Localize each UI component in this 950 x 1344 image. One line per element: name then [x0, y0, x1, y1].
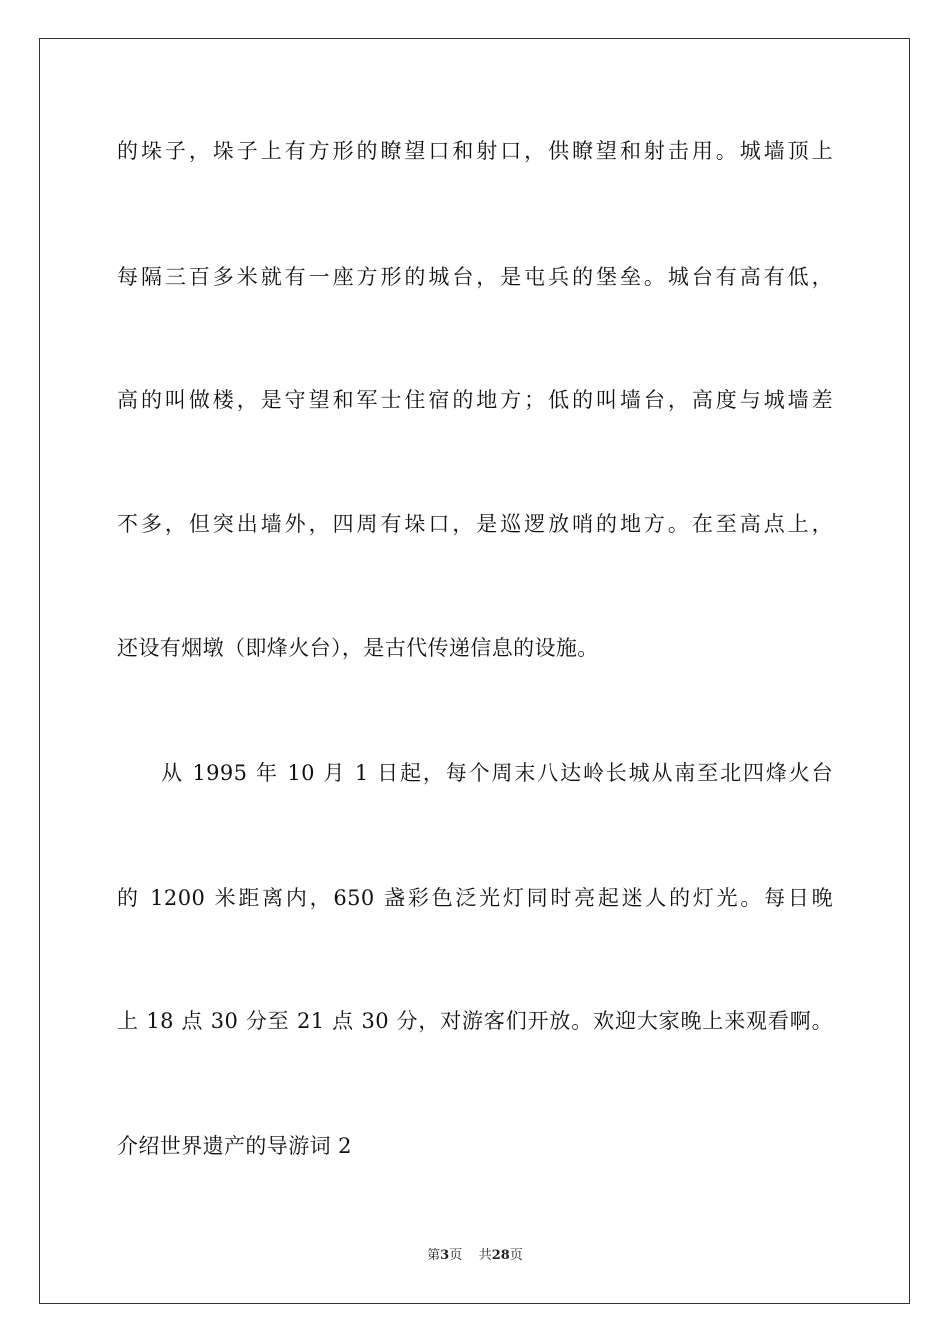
footer-page-suffix: 页	[449, 1248, 463, 1263]
paragraph-line-1: 的垛子，垛子上有方形的瞭望口和射口，供瞭望和射击用。城墙顶上	[117, 139, 833, 163]
footer-total-suffix: 页	[509, 1248, 523, 1263]
paragraph-line-2: 每隔三百多米就有一座方形的城台，是屯兵的堡垒。城台有高有低，	[117, 265, 833, 289]
paragraph-line-7: 的 1200 米距离内，650 盏彩色泛光灯同时亮起迷人的灯光。每日晚	[117, 886, 833, 910]
page-border	[39, 38, 910, 1304]
paragraph-line-3: 高的叫做楼，是守望和军士住宿的地方；低的叫墙台，高度与城墙差	[117, 388, 833, 412]
paragraph-line-4: 不多，但突出墙外，四周有垛口，是巡逻放哨的地方。在至高点上，	[117, 512, 833, 536]
footer-prefix: 第	[427, 1248, 441, 1263]
footer-total-prefix: 共	[478, 1248, 492, 1263]
paragraph-line-6: 从 1995 年 10 月 1 日起，每个周末八达岭长城从南至北四烽火台	[161, 761, 833, 785]
paragraph-line-5: 还设有烟墩（即烽火台），是古代传递信息的设施。	[117, 636, 599, 660]
footer-page-number: 3	[440, 1248, 450, 1263]
footer-total-pages: 28	[491, 1248, 510, 1263]
page-footer	[0, 1247, 950, 1265]
section-heading: 介绍世界遗产的导游词 2	[117, 1134, 352, 1158]
paragraph-line-8: 上 18 点 30 分至 21 点 30 分，对游客们开放。欢迎大家晚上来观看啊。	[117, 1009, 833, 1033]
